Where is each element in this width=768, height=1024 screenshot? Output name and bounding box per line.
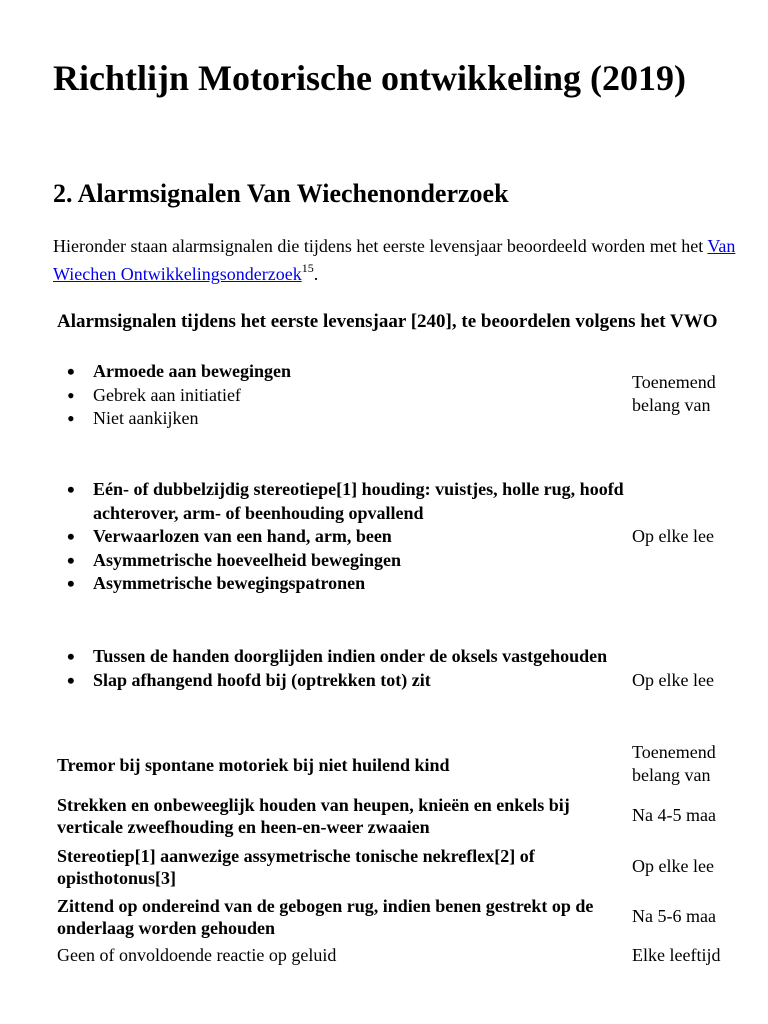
list-item: • Eén- of dubbelzijdig stereotiepe[1] houding: vuistjes, holle rug, hoofd achterover, arm- of beenhouding opvallend	[57, 478, 632, 525]
list-item: • Gebrek aan initiatief	[57, 384, 632, 408]
list-item: • Tussen de handen doorglijden indien onder de oksels vastgehouden	[57, 645, 632, 669]
intro-text-end: .	[313, 264, 319, 284]
list-item: • Slap afhangend hoofd bij (optrekken tot) zit	[57, 669, 632, 693]
list-item: • Armoede aan bewegingen	[57, 360, 632, 384]
age-text: Op elke lee	[632, 856, 714, 876]
table-caption: Alarmsignalen tijdens het eerste levensjaar [240], te beoordelen volgens het VWO	[57, 311, 718, 332]
age-text: Elke leeftijd	[632, 945, 721, 965]
bullet-list	[57, 645, 632, 692]
age-text: Op elke lee	[632, 670, 714, 690]
age-text: Toenemend	[632, 372, 716, 392]
list-item: • Verwaarlozen van een hand, arm, been	[57, 525, 632, 549]
row-text: Stereotiep[1] aanwezige assymetrische tonische nekreflex[2] of opisthotonus[3]	[57, 846, 535, 888]
age-cell	[632, 944, 762, 967]
bullet-list	[57, 478, 632, 596]
age-cell	[632, 741, 762, 787]
age-text: belang van	[632, 765, 711, 785]
intro-text: Hieronder staan alarmsignalen die tijdens het eerste levensjaar beoordeeld worden met het	[53, 236, 708, 256]
age-cell	[632, 804, 762, 827]
age-text: Toenemend	[632, 742, 716, 762]
age-text: belang van	[632, 395, 711, 415]
van-wiechen-link[interactable]: Van Wiechen Ontwikkelingsonderzoek	[53, 236, 736, 284]
intro-paragraph	[53, 232, 743, 288]
bullet-list	[57, 360, 632, 431]
row-text: Tremor bij spontane motoriek bij niet huilend kind	[57, 755, 450, 775]
age-text: Na 4-5 maa	[632, 805, 716, 825]
age-cell	[632, 669, 762, 692]
age-cell	[632, 371, 762, 417]
age-cell	[632, 905, 762, 928]
age-cell	[632, 525, 762, 548]
list-item: • Asymmetrische hoeveelheid bewegingen	[57, 549, 632, 573]
age-cell	[632, 855, 762, 878]
list-item: • Niet aankijken	[57, 407, 632, 431]
row-text: Strekken en onbeweeglijk houden van heupen, knieën en enkels bij verticale zweefhouding en heen-en-weer zwaaien	[57, 795, 570, 837]
row-text: Zittend op ondereind van de gebogen rug, indien benen gestrekt op de onderlaag worden gehouden	[57, 896, 594, 938]
section-heading: 2. Alarmsignalen Van Wiechenonderzoek	[53, 179, 509, 208]
list-item: • Asymmetrische bewegingspatronen	[57, 572, 632, 596]
age-text: Op elke lee	[632, 526, 714, 546]
row-text: Geen of onvoldoende reactie op geluid	[57, 945, 337, 965]
footnote-ref[interactable]: 15	[301, 261, 314, 275]
age-text: Na 5-6 maa	[632, 906, 716, 926]
page-title: Richtlijn Motorische ontwikkeling (2019)	[53, 58, 686, 98]
